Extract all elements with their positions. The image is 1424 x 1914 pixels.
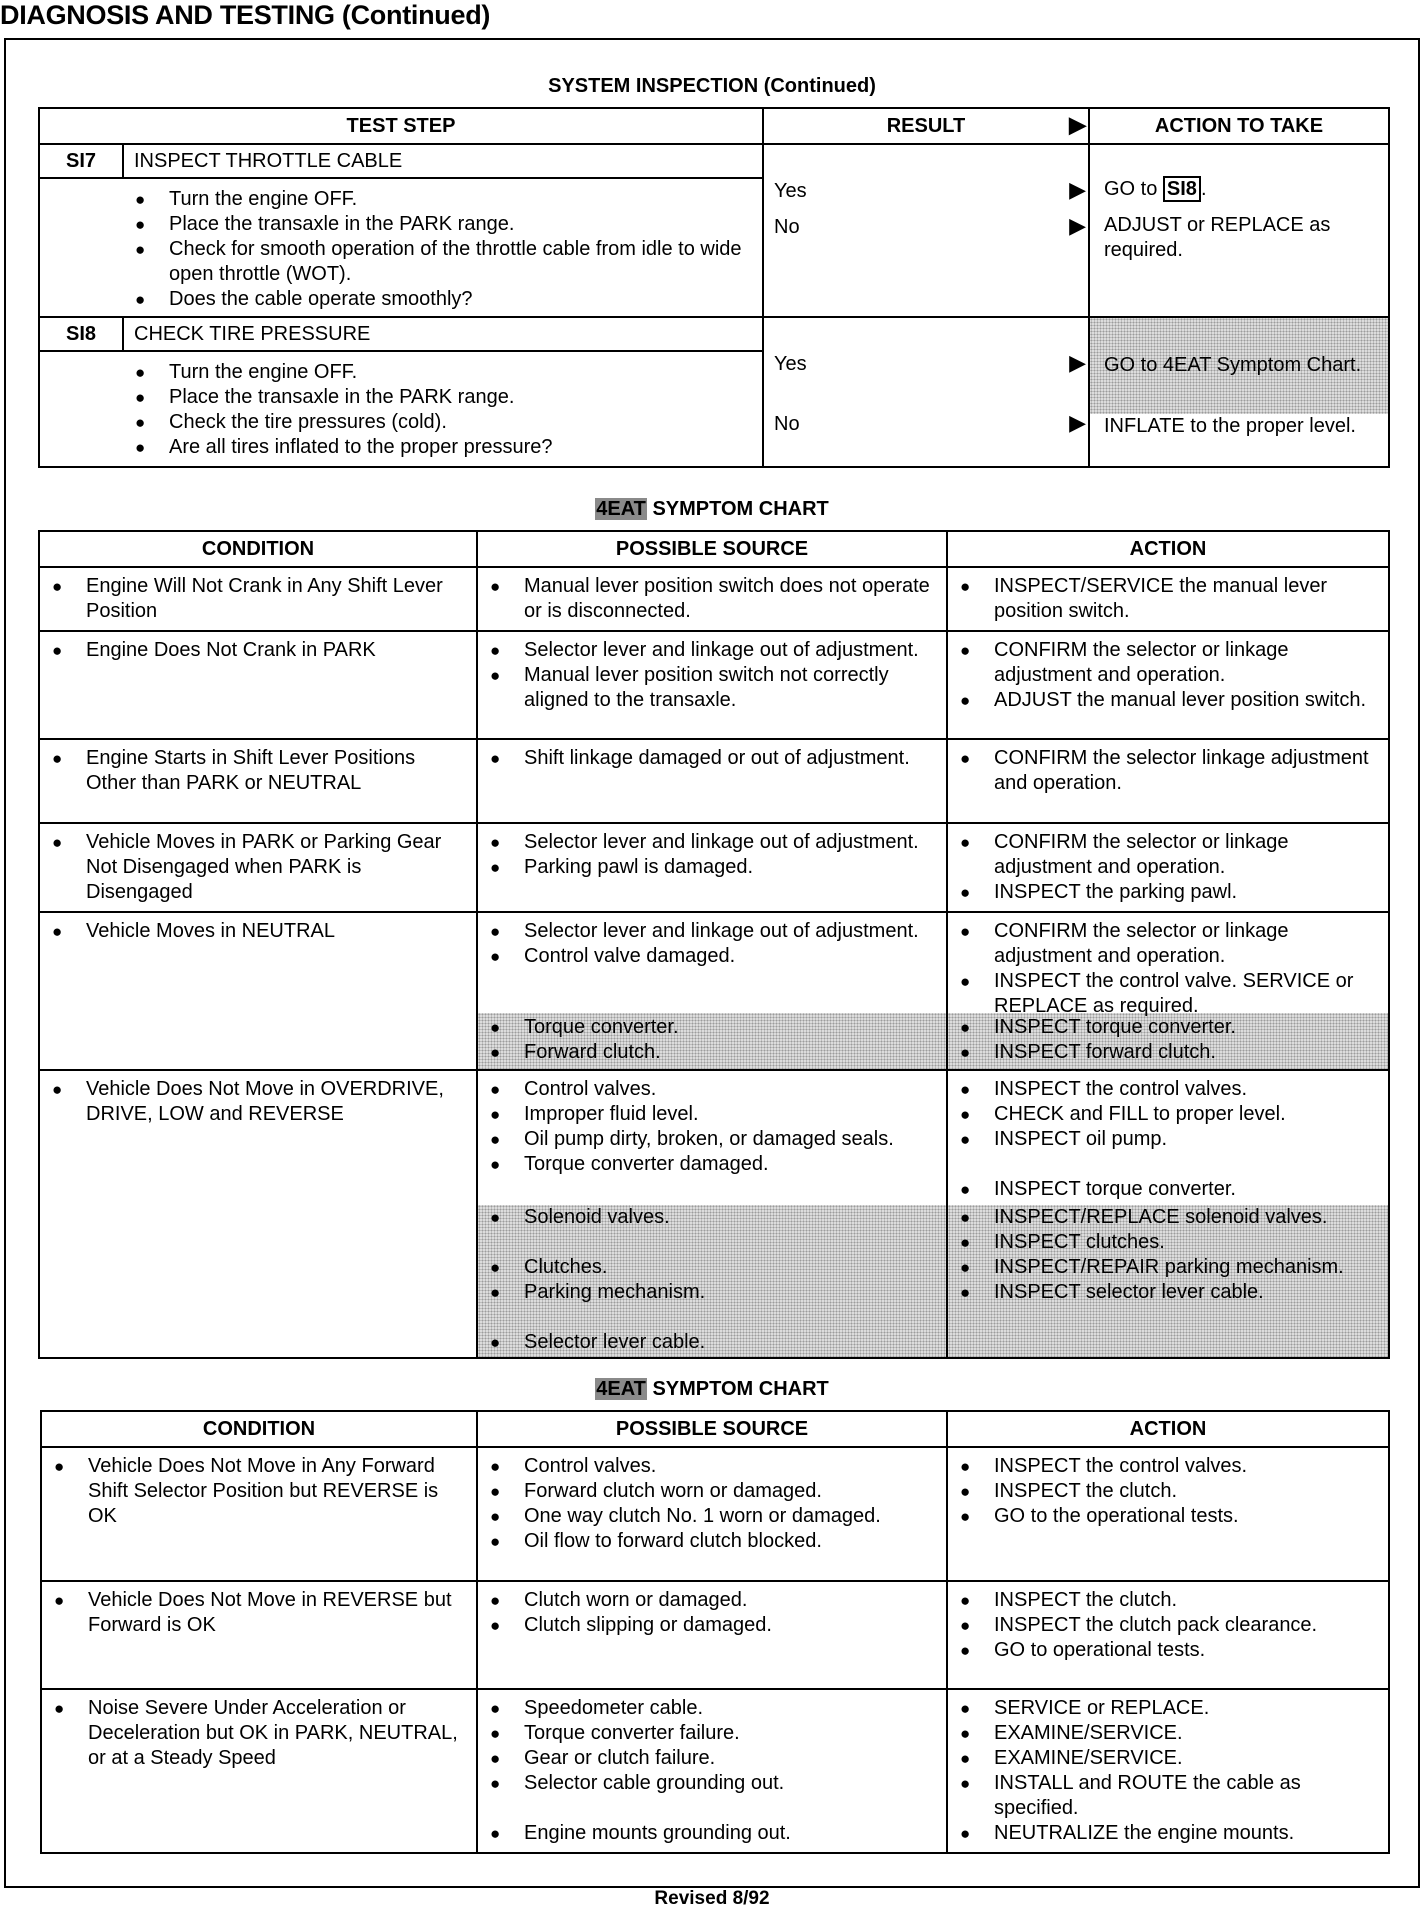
bullet: ● Oil pump dirty, broken, or damaged seals. (478, 1127, 938, 1152)
bullet: ● Clutches. (478, 1255, 938, 1280)
bullet: ● Selector lever cable. (478, 1330, 938, 1355)
symptom-chart-2-title (0, 1378, 1424, 1401)
bullet: ● Clutch slipping or damaged. (478, 1613, 938, 1638)
bullet: ● Noise Severe Under Acceleration or Deceleration but OK in PARK, NEUTRAL, or at a Steady Speed (42, 1696, 468, 1771)
shaded-actions (948, 1205, 1388, 1357)
step-title: CHECK TIRE PRESSURE (123, 317, 763, 351)
col-test-step: TEST STEP (39, 108, 763, 144)
bullet: ● INSPECT the control valve. SERVICE or REPLACE as required. (948, 969, 1380, 1019)
table-row (39, 912, 1389, 1070)
table-row (39, 739, 1389, 823)
condition-cell (39, 912, 477, 1070)
action-yes (1104, 177, 1382, 202)
bullet: ● INSPECT torque converter. (948, 1015, 1380, 1040)
bullet: ● Engine mounts grounding out. (478, 1821, 938, 1846)
bullet: ● Turn the engine OFF. (123, 360, 762, 385)
bullet: ● Shift linkage damaged or out of adjustment. (478, 746, 938, 771)
step-id: SI8 (39, 317, 123, 351)
col-result-label: RESULT (886, 114, 966, 137)
result-yes: Yes (774, 180, 807, 202)
bullet: ● Control valves. (478, 1454, 938, 1479)
action-text: . (1200, 178, 1207, 200)
bullet: ● Control valve damaged. (478, 944, 938, 969)
bullet: ● Manual lever position switch not correctly aligned to the transaxle. (478, 663, 938, 713)
bullet: ● Engine Will Not Crank in Any Shift Lever Position (40, 574, 468, 624)
col-action: ACTION TO TAKE (1089, 108, 1389, 144)
col-condition: CONDITION (39, 531, 477, 567)
shaded-sources (478, 1013, 946, 1069)
bullet: ● One way clutch No. 1 worn or damaged. (478, 1504, 938, 1529)
page-header: DIAGNOSIS AND TESTING (Continued) (0, 0, 491, 30)
condition-cell (41, 1689, 477, 1853)
source-cell (477, 1070, 947, 1358)
arrow-icon: ▶ (1069, 177, 1086, 202)
bullet: ● Selector lever and linkage out of adjustment. (478, 919, 938, 944)
title-text: SYMPTOM CHART (646, 498, 829, 520)
bullet: ● Place the transaxle in the PARK range. (123, 212, 762, 237)
bullet: ● ADJUST the manual lever position switch. (948, 688, 1380, 713)
source-cell (477, 823, 947, 912)
condition-cell (39, 823, 477, 912)
bullet: ● INSPECT the control valves. (948, 1454, 1380, 1479)
bullet: ● Vehicle Moves in NEUTRAL (40, 919, 468, 944)
bullet: ● CONFIRM the selector linkage adjustment and operation. (948, 746, 1380, 796)
arrow-icon: ▶ (1069, 350, 1086, 375)
bullet: ● Improper fluid level. (478, 1102, 938, 1127)
condition-cell (39, 631, 477, 739)
bullet: ● INSPECT the clutch pack clearance. (948, 1613, 1380, 1638)
bullet: ● Engine Does Not Crank in PARK (40, 638, 468, 663)
bullet: ● Manual lever position switch does not operate or is disconnected. (478, 574, 938, 624)
col-action: ACTION (947, 1411, 1389, 1447)
bullet: ● Torque converter failure. (478, 1721, 938, 1746)
bullet: ● INSPECT/REPAIR parking mechanism. (948, 1255, 1380, 1280)
bullet: ● CHECK and FILL to proper level. (948, 1102, 1380, 1127)
bullet: ● Selector cable grounding out. (478, 1771, 938, 1796)
col-action: ACTION (947, 531, 1389, 567)
bullet: ● INSPECT the control valves. (948, 1077, 1380, 1102)
bullet: ● NEUTRALIZE the engine mounts. (948, 1821, 1380, 1846)
title-text: SYMPTOM CHART (646, 1378, 829, 1400)
result-no: No (774, 413, 800, 435)
bullet: ● Gear or clutch failure. (478, 1746, 938, 1771)
arrow-icon: ▶ (1069, 410, 1086, 435)
condition-cell (39, 567, 477, 631)
bullet: ● Torque converter. (478, 1015, 938, 1040)
bullet: ● Are all tires inflated to the proper pressure? (123, 435, 762, 460)
bullet: ● Place the transaxle in the PARK range. (123, 385, 762, 410)
bullet: ● Check the tire pressures (cold). (123, 410, 762, 435)
action-cell (947, 1070, 1389, 1358)
step-bullets (123, 351, 763, 467)
symptom-chart-1-table (38, 530, 1390, 1359)
step-id: SI7 (39, 144, 123, 178)
step-actions (1089, 317, 1389, 467)
condition-cell (41, 1581, 477, 1689)
step-title: INSPECT THROTTLE CABLE (123, 144, 763, 178)
bullet: ● INSPECT forward clutch. (948, 1040, 1380, 1065)
bullet: ● Vehicle Does Not Move in Any Forward Shift Selector Position but REVERSE is OK (42, 1454, 468, 1529)
action-text: GO to (1104, 178, 1163, 200)
system-inspection-table (38, 107, 1390, 468)
bullet: ● Speedometer cable. (478, 1696, 938, 1721)
col-condition: CONDITION (41, 1411, 477, 1447)
bullet: ● EXAMINE/SERVICE. (948, 1721, 1380, 1746)
bullet: ● INSPECT/REPLACE solenoid valves. (948, 1205, 1380, 1230)
title-tag: 4EAT (596, 498, 646, 520)
bullet: ● Oil flow to forward clutch blocked. (478, 1529, 938, 1554)
condition-cell (39, 739, 477, 823)
bullet: ● GO to the operational tests. (948, 1504, 1380, 1529)
action-cell (947, 823, 1389, 912)
bullet: ● Turn the engine OFF. (123, 187, 762, 212)
source-cell (477, 631, 947, 739)
source-cell (477, 1447, 947, 1581)
bullet: ● INSPECT/SERVICE the manual lever position switch. (948, 574, 1380, 624)
result-no: No (774, 216, 800, 238)
step-reference-link[interactable]: SI8 (1163, 176, 1201, 202)
shaded-sources (478, 1205, 946, 1357)
bullet: ● SERVICE or REPLACE. (948, 1696, 1380, 1721)
step-bullets (123, 178, 763, 317)
bullet: ● Vehicle Does Not Move in REVERSE but Forward is OK (42, 1588, 468, 1638)
source-cell (477, 739, 947, 823)
bullet: ● INSPECT torque converter. (948, 1177, 1380, 1202)
action-cell (947, 1689, 1389, 1853)
table-row (39, 567, 1389, 631)
bullet: ● Engine Starts in Shift Lever Positions Other than PARK or NEUTRAL (40, 746, 468, 796)
bullet: ● CONFIRM the selector or linkage adjustment and operation. (948, 919, 1380, 969)
condition-cell (41, 1447, 477, 1581)
step-results (763, 317, 1089, 467)
col-source: POSSIBLE SOURCE (477, 1411, 947, 1447)
col-source: POSSIBLE SOURCE (477, 531, 947, 567)
bullet: ● Check for smooth operation of the throttle cable from idle to wide open throttle (WOT). (123, 237, 762, 287)
arrow-icon: ▶ (1069, 213, 1086, 238)
action-cell (947, 739, 1389, 823)
source-cell (477, 1689, 947, 1853)
bullet: ● Vehicle Moves in PARK or Parking Gear Not Disengaged when PARK is Disengaged (40, 830, 468, 905)
bullet: ● Vehicle Does Not Move in OVERDRIVE, DRIVE, LOW and REVERSE (40, 1077, 468, 1127)
result-yes: Yes (774, 353, 807, 375)
bullet: ● INSTALL and ROUTE the cable as specified. (948, 1771, 1380, 1821)
table-row (41, 1447, 1389, 1581)
title-tag: 4EAT (596, 1378, 646, 1400)
table-row (41, 1581, 1389, 1689)
table-row (39, 631, 1389, 739)
action-cell (947, 567, 1389, 631)
table-row (41, 1689, 1389, 1853)
bullet: ● INSPECT clutches. (948, 1230, 1380, 1255)
bullet: ● Parking mechanism. (478, 1280, 938, 1305)
bullet: ● Clutch worn or damaged. (478, 1588, 938, 1613)
bullet: ● CONFIRM the selector or linkage adjustment and operation. (948, 638, 1380, 688)
bullet: ● Control valves. (478, 1077, 938, 1102)
action-cell (947, 1447, 1389, 1581)
bullet: ● Torque converter damaged. (478, 1152, 938, 1177)
bullet: ● INSPECT the parking pawl. (948, 880, 1380, 905)
step-results (763, 144, 1089, 317)
bullet: ● Selector lever and linkage out of adjustment. (478, 638, 938, 663)
bullet: ● Selector lever and linkage out of adjustment. (478, 830, 938, 855)
bullet: ● CONFIRM the selector or linkage adjustment and operation. (948, 830, 1380, 880)
system-inspection-title: SYSTEM INSPECTION (Continued) (548, 75, 876, 97)
bullet: ● EXAMINE/SERVICE. (948, 1746, 1380, 1771)
shaded-actions (948, 1013, 1388, 1069)
bullet: ● Forward clutch. (478, 1040, 938, 1065)
symptom-chart-2-table (40, 1410, 1390, 1854)
bullet: ● Does the cable operate smoothly? (123, 287, 762, 312)
col-result (763, 108, 1089, 144)
source-cell (477, 912, 947, 1070)
arrow-icon: ▶ (1069, 112, 1086, 137)
bullet: ● INSPECT selector lever cable. (948, 1280, 1380, 1305)
bullet: ● Parking pawl is damaged. (478, 855, 938, 880)
action-cell (947, 912, 1389, 1070)
table-row (39, 1070, 1389, 1358)
action-yes: GO to 4EAT Symptom Chart. (1104, 354, 1362, 376)
action-cell (947, 1581, 1389, 1689)
bullet: ● Forward clutch worn or damaged. (478, 1479, 938, 1504)
source-cell (477, 1581, 947, 1689)
bullet: ● GO to operational tests. (948, 1638, 1380, 1663)
bullet: ● INSPECT oil pump. (948, 1127, 1380, 1152)
table-row (39, 823, 1389, 912)
bullet: ● Solenoid valves. (478, 1205, 938, 1230)
action-cell (947, 631, 1389, 739)
step-actions (1089, 144, 1389, 317)
source-cell (477, 567, 947, 631)
symptom-chart-1-title (0, 498, 1424, 521)
page-footer: Revised 8/92 (654, 1888, 770, 1909)
action-no: INFLATE to the proper level. (1104, 415, 1356, 437)
action-no: ADJUST or REPLACE as required. (1104, 214, 1331, 261)
condition-cell (39, 1070, 477, 1358)
bullet: ● INSPECT the clutch. (948, 1479, 1380, 1504)
bullet: ● INSPECT the clutch. (948, 1588, 1380, 1613)
